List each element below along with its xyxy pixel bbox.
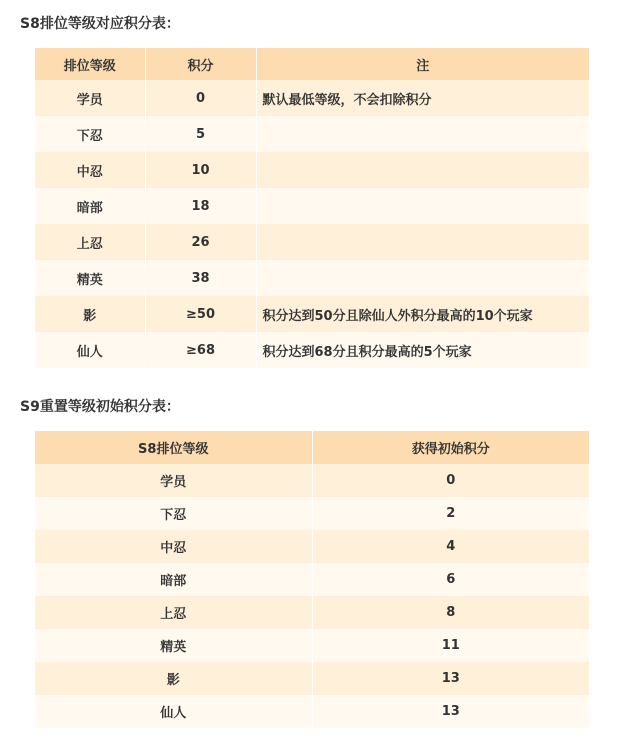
column-header-points: 积分 — [145, 48, 256, 80]
cell-initial-points: 11 — [312, 629, 589, 662]
section-title-s8-points: S8排位等级对应积分表： — [20, 16, 180, 32]
cell-rank: 仙人 — [35, 695, 312, 728]
table-row — [35, 530, 589, 563]
table-row — [35, 332, 589, 368]
cell-points: ≥50 — [145, 296, 256, 332]
table-row — [35, 464, 589, 497]
column-header-rank: 排位等级 — [35, 48, 145, 80]
cell-note — [256, 116, 589, 152]
cell-note — [256, 224, 589, 260]
cell-rank: 中忍 — [35, 530, 312, 563]
cell-points: ≥68 — [145, 332, 256, 368]
cell-rank: 暗部 — [35, 188, 145, 224]
table-row — [35, 662, 589, 695]
cell-initial-points: 8 — [312, 596, 589, 629]
cell-note — [256, 260, 589, 296]
cell-initial-points: 2 — [312, 497, 589, 530]
table-row — [35, 695, 589, 728]
table-row — [35, 596, 589, 629]
cell-rank: 影 — [35, 296, 145, 332]
cell-rank: 学员 — [35, 80, 145, 116]
s9-reset-points-table — [35, 431, 589, 728]
column-header-initial-points: 获得初始积分 — [312, 431, 589, 464]
cell-rank: 暗部 — [35, 563, 312, 596]
column-header-s8-rank: S8排位等级 — [35, 431, 312, 464]
cell-note: 积分达到68分且积分最高的5个玩家 — [256, 332, 589, 368]
cell-rank: 精英 — [35, 260, 145, 296]
cell-points: 0 — [145, 80, 256, 116]
cell-note: 积分达到50分且除仙人外积分最高的10个玩家 — [256, 296, 589, 332]
table-row — [35, 152, 589, 188]
cell-initial-points: 6 — [312, 563, 589, 596]
cell-note — [256, 188, 589, 224]
cell-rank: 影 — [35, 662, 312, 695]
section-title-s9-reset: S9重置等级初始积分表： — [20, 399, 180, 415]
cell-initial-points: 0 — [312, 464, 589, 497]
table-row — [35, 80, 589, 116]
cell-note — [256, 152, 589, 188]
cell-rank: 下忍 — [35, 116, 145, 152]
cell-points: 10 — [145, 152, 256, 188]
cell-rank: 中忍 — [35, 152, 145, 188]
table-row — [35, 296, 589, 332]
cell-initial-points: 4 — [312, 530, 589, 563]
cell-rank: 学员 — [35, 464, 312, 497]
cell-note: 默认最低等级，不会扣除积分 — [256, 80, 589, 116]
table-row — [35, 629, 589, 662]
table-row — [35, 260, 589, 296]
s8-rank-points-table — [35, 48, 589, 368]
table-header-row — [35, 48, 589, 80]
cell-rank: 上忍 — [35, 596, 312, 629]
table-row — [35, 224, 589, 260]
cell-rank: 仙人 — [35, 332, 145, 368]
table-row — [35, 188, 589, 224]
cell-initial-points: 13 — [312, 662, 589, 695]
cell-rank: 下忍 — [35, 497, 312, 530]
column-header-note: 注 — [256, 48, 589, 80]
cell-points: 5 — [145, 116, 256, 152]
table-row — [35, 116, 589, 152]
table-row — [35, 497, 589, 530]
cell-rank: 精英 — [35, 629, 312, 662]
cell-points: 18 — [145, 188, 256, 224]
cell-initial-points: 13 — [312, 695, 589, 728]
cell-points: 38 — [145, 260, 256, 296]
table-row — [35, 563, 589, 596]
cell-rank: 上忍 — [35, 224, 145, 260]
cell-points: 26 — [145, 224, 256, 260]
table-header-row — [35, 431, 589, 464]
